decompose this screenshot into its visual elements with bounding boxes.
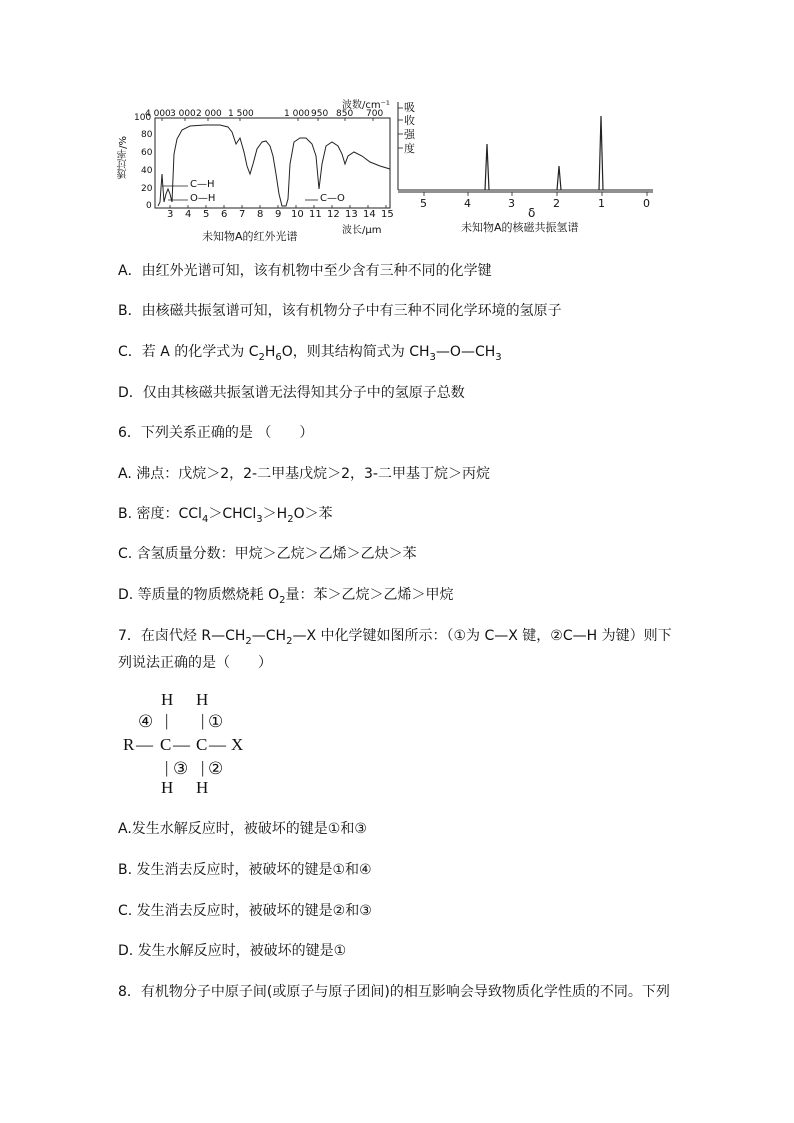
bond-label-2: ② [208, 759, 224, 778]
bond-label-4: ④ [138, 712, 154, 731]
nmr-y-label-char: 强 [404, 128, 415, 141]
q6b-text: B. 密度：CCl [118, 506, 202, 522]
q6-stem: 6．下列关系正确的是 （ ） [118, 425, 314, 441]
q5c-subscript: 2 [258, 351, 265, 363]
q7-subscript: 2 [286, 635, 293, 647]
bond-dash: — [209, 735, 226, 754]
ir-annotation-co: C—O [320, 193, 345, 204]
nmr-x-tick: 0 [643, 197, 650, 210]
ir-top-tick: 850 [336, 109, 354, 119]
bond-line-bottom-right: | [201, 758, 205, 777]
ir-top-tick: 700 [366, 109, 384, 119]
nmr-peak [557, 166, 561, 190]
h-atom-top-left: H [161, 690, 174, 709]
bond-label-1: ① [208, 712, 224, 731]
q7-option-b: B. 发生消去反应时，被破坏的键是①和④ [118, 862, 372, 878]
q6-option-c: C. 含氢质量分数：甲烷＞乙烷＞乙烯＞乙炔＞苯 [118, 546, 417, 562]
ir-y-tick: 0 [146, 201, 152, 211]
ir-bottom-tick: 12 [327, 209, 340, 220]
ir-top-tick: 1 000 [284, 109, 310, 119]
q6-option-b [118, 505, 333, 523]
q6b-text: ＞H [262, 506, 288, 522]
nmr-y-label-char: 吸 [404, 101, 415, 114]
ir-bottom-tick: 15 [381, 209, 394, 220]
bond-label-3: ③ [173, 759, 189, 778]
q6d-text: 量：苯＞乙烷＞乙烯＞甲烷 [285, 587, 454, 603]
ir-bottom-tick: 11 [309, 209, 322, 220]
q7-stem-line1 [118, 627, 672, 645]
q5-option-c [118, 343, 502, 361]
q5c-text: H [264, 344, 276, 360]
q5c-subscript: 3 [429, 351, 436, 363]
bond-dash: — [173, 735, 190, 754]
nmr-x-tick: 2 [553, 197, 560, 210]
q5c-text: O，则其结构简式为 CH [281, 344, 430, 360]
q6b-subscript: 3 [256, 513, 263, 525]
nmr-x-tick: 3 [508, 197, 515, 210]
ir-bottom-tick: 8 [257, 209, 264, 220]
q7-text: —X 中化学键如图所示：（①为 C—X 键，②C—H 为键）则下 [292, 628, 672, 644]
ir-y-tick: 60 [141, 148, 153, 158]
h-atom-bottom-left: H [161, 778, 174, 797]
ir-bottom-tick: 14 [363, 209, 376, 220]
q5-option-a: A．由红外光谱可知，该有机物中至少含有三种不同的化学键 [118, 263, 492, 279]
nmr-x-tick: 1 [598, 197, 605, 210]
q6b-text: O＞苯 [293, 506, 333, 522]
nmr-x-tick: 5 [420, 197, 427, 210]
c-atom-2: C [196, 735, 208, 754]
ir-top-tick: 1 500 [228, 109, 254, 119]
q8-stem: 8．有机物分子中原子间(或原子与原子团间)的相互影响会导致物质化学性质的不同。下列 [118, 984, 670, 1000]
ir-bottom-tick: 13 [345, 209, 358, 220]
ir-annotation-oh: O—H [190, 193, 216, 204]
q5-option-b: B．由核磁共振氢谱可知，该有机物分子中有三种不同化学环境的氢原子 [118, 303, 562, 319]
q6-option-a: A. 沸点：戊烷＞2，2-二甲基戊烷＞2，3-二甲基丁烷＞丙烷 [118, 466, 490, 482]
bond-line-top-right: | [201, 711, 205, 730]
ir-top-tick: 3 000 [170, 109, 196, 119]
ir-y-tick: 20 [141, 184, 153, 194]
ir-bottom-tick: 5 [203, 209, 210, 220]
ir-top-axis-label: 波数/cm⁻¹ [342, 100, 390, 111]
ir-bottom-tick: 6 [221, 209, 228, 220]
ir-bottom-tick: 9 [275, 209, 282, 220]
ir-y-axis-label: 透过率/% [118, 136, 129, 179]
q7-stem-line2: 列说法正确的是（ ） [118, 655, 272, 671]
q7-subscript: 2 [245, 635, 252, 647]
q7-option-c: C. 发生消去反应时，被破坏的键是②和③ [118, 903, 372, 919]
nmr-peak [485, 144, 489, 190]
ir-top-tick: 950 [311, 109, 329, 119]
q5c-subscript: 6 [275, 351, 282, 363]
nmr-caption: 未知物A的核磁共振氢谱 [461, 221, 579, 234]
nmr-x-axis-label: δ [528, 206, 536, 220]
bond-line-bottom-left: | [165, 758, 169, 777]
h-atom-top-right: H [196, 690, 209, 709]
q7-option-d: D. 发生水解反应时，被破坏的键是① [118, 943, 347, 959]
ir-y-tick: 80 [141, 130, 153, 140]
q6-option-d [118, 586, 454, 604]
nmr-peak [599, 116, 603, 190]
ir-y-tick: 100 [134, 113, 152, 123]
q6b-text: ＞CHCl [208, 506, 257, 522]
q7-text: —CH [251, 628, 287, 644]
q5-option-d: D．仅由其核磁共振氢谱无法得知其分子中的氢原子总数 [118, 385, 465, 401]
q6d-subscript: 2 [279, 594, 286, 606]
q6b-subscript: 4 [201, 513, 209, 525]
c-atom-1: C [160, 735, 172, 754]
x-atom: X [231, 735, 244, 754]
nmr-x-tick: 4 [464, 197, 471, 210]
q5c-text: —O—CH [435, 344, 496, 360]
q6b-subscript: 2 [287, 513, 294, 525]
q5c-subscript: 3 [495, 351, 502, 363]
q5c-text: C．若 A 的化学式为 C [118, 344, 259, 360]
q7-option-a: A.发生水解反应时，被破坏的键是①和③ [118, 821, 367, 837]
r-group: R [123, 735, 135, 754]
ir-caption: 未知物A的红外光谱 [202, 230, 298, 243]
nmr-spectrum-figure [395, 96, 660, 242]
ir-y-tick: 40 [141, 166, 153, 176]
q7-text: 7．在卤代烃 R—CH [118, 628, 246, 644]
ir-spectrum-figure [110, 94, 400, 244]
ir-top-tick: 2 000 [196, 109, 222, 119]
ir-top-tick: 4 000 [145, 109, 171, 119]
nmr-y-label-char: 收 [404, 114, 415, 127]
h-atom-bottom-right: H [196, 778, 209, 797]
bond-line-top-left: | [165, 711, 169, 730]
q7-structural-formula [118, 690, 258, 800]
ir-bottom-tick: 4 [185, 209, 192, 220]
q6d-text: D. 等质量的物质燃烧耗 O [118, 587, 280, 603]
nmr-y-label-char: 度 [404, 142, 415, 155]
ir-bottom-axis-label: 波长/μm [342, 225, 382, 236]
ir-annotation-ch: C—H [190, 179, 215, 190]
ir-bottom-tick: 10 [291, 209, 304, 220]
ir-bottom-tick: 3 [167, 209, 174, 220]
bond-dash: — [136, 735, 153, 754]
ir-bottom-tick: 7 [239, 209, 246, 220]
